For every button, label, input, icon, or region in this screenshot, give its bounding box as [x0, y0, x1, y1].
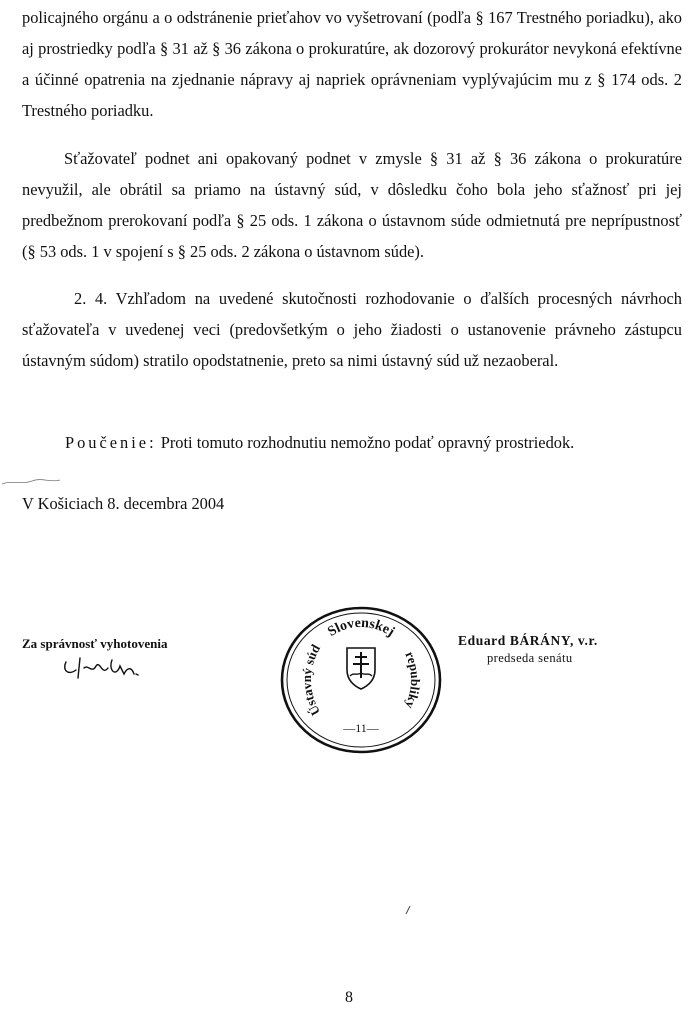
- paragraph-2: Sťažovateľ podnet ani opakovaný podnet v zmysle § 31 až § 36 zákona o prokuratúre nevyužil, ale obrátil sa priamo na ústavný súd, v dôsledku čoho bola jeho sťažnosť pri jej predbežnom prerokovaní podľa § 25 ods. 1 zákona o ústavnom súde odmietnutá pre neprípustnosť (§ 53 ods. 1 v spojení s § 25 ods. 2 zákona o ústavnom súde).: [22, 149, 682, 261]
- paragraph-3: 2. 4. Vzhľadom na uvedené skutočnosti rozhodovanie o ďalších procesných návrhoch sťažovateľa v uvedenej veci (predovšetkým o jeho žiadosti o ustanovenie právneho zástupcu ústavným súdom) stratilo opodstatnenie, preto sa nimi ústavný súd už nezaoberal.: [22, 289, 682, 370]
- poucenie-line: [65, 427, 685, 458]
- seal-left-text: Ústavný súd: [298, 641, 324, 719]
- svg-text:Ústavný súd: [299, 641, 323, 718]
- paragraph-1: policajného orgánu a o odstránenie prieťahov vo vyšetrovaní (podľa § 167 Trestného poriadku), ako aj prostriedky podľa § 31 až § 36 zákona o prokuratúre, ak dozorový prokurátor nevykoná efektívne a účinné opatrenia na zjednanie nápravy aj napriek oprávneniam vyplývajúcim mu z § 174 ods. 2 Trestného poriadku.: [22, 8, 682, 120]
- poucenie-label: Poučenie:: [65, 433, 157, 452]
- page-number: 8: [345, 989, 353, 1006]
- copy-certification-note: Za správnosť vyhotovenia: [22, 636, 168, 651]
- seal-top-text: Slovenskej: [325, 615, 397, 640]
- svg-text:Slovenskej: [325, 616, 397, 640]
- scan-smudge: [0, 477, 62, 487]
- stray-mark: [404, 905, 412, 915]
- poucenie-text: Proti tomuto rozhodnutiu nemožno podať opravný prostriedok.: [156, 433, 575, 452]
- coat-of-arms-icon: [347, 648, 375, 689]
- place-and-date: V Košiciach 8. decembra 2004: [22, 494, 225, 513]
- svg-text:republiky: [402, 649, 423, 711]
- signatory-name: Eduard BÁRÁNY, v.r.: [458, 633, 598, 648]
- signatory-role: predseda senátu: [487, 651, 573, 665]
- seal-number: —11—: [343, 721, 379, 735]
- court-seal: [271, 604, 451, 754]
- handwritten-signature: [58, 652, 158, 682]
- seal-right-text: republiky: [402, 649, 424, 711]
